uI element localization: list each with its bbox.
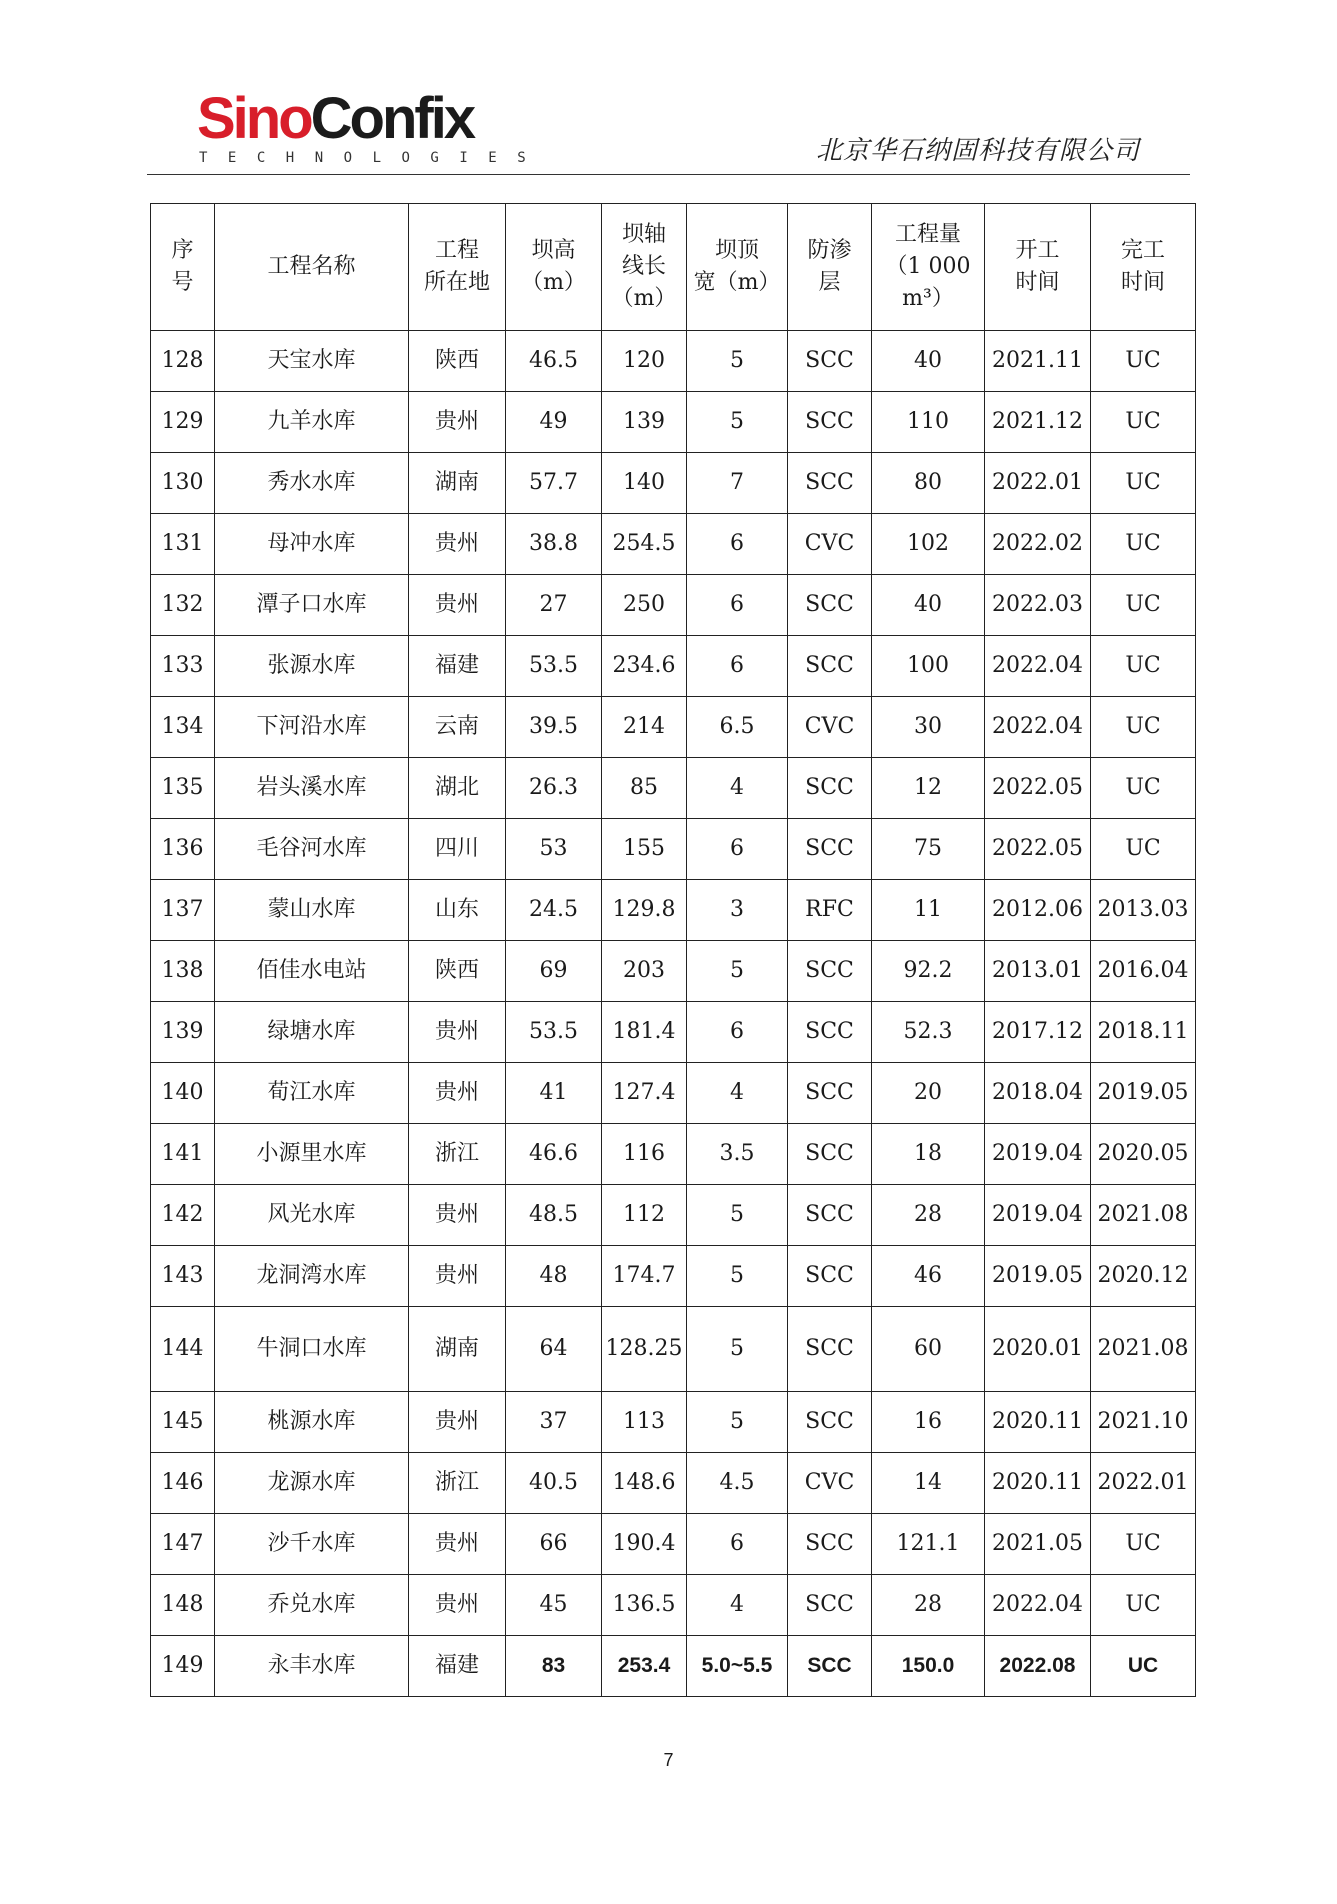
cell-serial-number: 133: [151, 636, 215, 697]
cell-completion-time: 2019.05: [1091, 1063, 1196, 1124]
table-row: [151, 1453, 1196, 1514]
cell-crest-width: 4: [687, 1575, 788, 1636]
cell-impervious-layer: SCC: [788, 1392, 872, 1453]
table-row: [151, 819, 1196, 880]
cell-quantity: 150.0: [872, 1636, 985, 1697]
cell-crest-width: 5: [687, 1185, 788, 1246]
cell-dam-height: 38.8: [506, 514, 602, 575]
cell-dam-height: 46.5: [506, 331, 602, 392]
cell-axis-length: 254.5: [602, 514, 687, 575]
cell-axis-length: 112: [602, 1185, 687, 1246]
cell-completion-time: 2022.01: [1091, 1453, 1196, 1514]
cell-dam-height: 57.7: [506, 453, 602, 514]
cell-serial-number: 140: [151, 1063, 215, 1124]
cell-impervious-layer: SCC: [788, 941, 872, 1002]
cell-quantity: 60: [872, 1307, 985, 1392]
table-row: [151, 636, 1196, 697]
cell-location: 贵州: [409, 1246, 506, 1307]
cell-project-name: 蒙山水库: [215, 880, 409, 941]
cell-impervious-layer: RFC: [788, 880, 872, 941]
cell-project-name: 潭子口水库: [215, 575, 409, 636]
cell-axis-length: 181.4: [602, 1002, 687, 1063]
cell-project-name: 下河沿水库: [215, 697, 409, 758]
cell-start-time: 2022.05: [985, 758, 1091, 819]
cell-start-time: 2019.05: [985, 1246, 1091, 1307]
cell-serial-number: 143: [151, 1246, 215, 1307]
cell-dam-height: 46.6: [506, 1124, 602, 1185]
cell-impervious-layer: SCC: [788, 331, 872, 392]
table-row: [151, 697, 1196, 758]
table-row: [151, 453, 1196, 514]
cell-crest-width: 6.5: [687, 697, 788, 758]
cell-start-time: 2013.01: [985, 941, 1091, 1002]
cell-completion-time: UC: [1091, 575, 1196, 636]
cell-serial-number: 137: [151, 880, 215, 941]
header-dam-height: 坝高 （m）: [506, 204, 602, 331]
cell-completion-time: 2020.05: [1091, 1124, 1196, 1185]
cell-dam-height: 83: [506, 1636, 602, 1697]
cell-project-name: 龙源水库: [215, 1453, 409, 1514]
cell-dam-height: 64: [506, 1307, 602, 1392]
cell-crest-width: 5: [687, 1246, 788, 1307]
logo-confix: Confix: [310, 86, 474, 151]
cell-crest-width: 6: [687, 514, 788, 575]
cell-start-time: 2022.04: [985, 1575, 1091, 1636]
cell-location: 贵州: [409, 1063, 506, 1124]
header-serial-number: 序 号: [151, 204, 215, 331]
cell-axis-length: 128.25: [602, 1307, 687, 1392]
company-name: 北京华石纳固科技有限公司: [815, 136, 1140, 166]
cell-crest-width: 6: [687, 1514, 788, 1575]
cell-completion-time: UC: [1091, 1514, 1196, 1575]
cell-axis-length: 174.7: [602, 1246, 687, 1307]
cell-project-name: 秀水水库: [215, 453, 409, 514]
cell-location: 贵州: [409, 514, 506, 575]
cell-axis-length: 85: [602, 758, 687, 819]
table-row: [151, 1575, 1196, 1636]
cell-serial-number: 142: [151, 1185, 215, 1246]
cell-location: 福建: [409, 636, 506, 697]
cell-serial-number: 131: [151, 514, 215, 575]
cell-start-time: 2021.05: [985, 1514, 1091, 1575]
cell-crest-width: 3: [687, 880, 788, 941]
cell-location: 福建: [409, 1636, 506, 1697]
cell-project-name: 张源水库: [215, 636, 409, 697]
cell-location: 陕西: [409, 941, 506, 1002]
cell-impervious-layer: SCC: [788, 453, 872, 514]
cell-serial-number: 128: [151, 331, 215, 392]
cell-impervious-layer: SCC: [788, 819, 872, 880]
cell-start-time: 2022.05: [985, 819, 1091, 880]
cell-project-name: 毛谷河水库: [215, 819, 409, 880]
cell-completion-time: UC: [1091, 819, 1196, 880]
cell-quantity: 40: [872, 575, 985, 636]
header-impervious-layer: 防渗 层: [788, 204, 872, 331]
cell-project-name: 乔兑水库: [215, 1575, 409, 1636]
cell-quantity: 100: [872, 636, 985, 697]
cell-quantity: 12: [872, 758, 985, 819]
cell-start-time: 2012.06: [985, 880, 1091, 941]
cell-crest-width: 6: [687, 819, 788, 880]
cell-location: 贵州: [409, 1514, 506, 1575]
table-row: [151, 1514, 1196, 1575]
cell-completion-time: 2018.11: [1091, 1002, 1196, 1063]
cell-completion-time: 2020.12: [1091, 1246, 1196, 1307]
header-axis-length: 坝轴 线长 （m）: [602, 204, 687, 331]
cell-serial-number: 147: [151, 1514, 215, 1575]
cell-crest-width: 4: [687, 758, 788, 819]
table-row: [151, 1002, 1196, 1063]
cell-impervious-layer: CVC: [788, 1453, 872, 1514]
cell-completion-time: 2021.10: [1091, 1392, 1196, 1453]
table-body: [151, 331, 1196, 1697]
cell-location: 四川: [409, 819, 506, 880]
cell-quantity: 28: [872, 1185, 985, 1246]
cell-impervious-layer: CVC: [788, 697, 872, 758]
cell-serial-number: 139: [151, 1002, 215, 1063]
cell-location: 贵州: [409, 575, 506, 636]
cell-serial-number: 130: [151, 453, 215, 514]
cell-start-time: 2021.12: [985, 392, 1091, 453]
cell-location: 贵州: [409, 1002, 506, 1063]
cell-quantity: 28: [872, 1575, 985, 1636]
cell-axis-length: 234.6: [602, 636, 687, 697]
cell-serial-number: 138: [151, 941, 215, 1002]
table-row: [151, 392, 1196, 453]
cell-quantity: 80: [872, 453, 985, 514]
cell-completion-time: UC: [1091, 331, 1196, 392]
cell-crest-width: 6: [687, 1002, 788, 1063]
cell-project-name: 绿塘水库: [215, 1002, 409, 1063]
cell-crest-width: 5.0~5.5: [687, 1636, 788, 1697]
cell-crest-width: 5: [687, 1307, 788, 1392]
cell-quantity: 121.1: [872, 1514, 985, 1575]
table-row: [151, 1124, 1196, 1185]
cell-project-name: 佰佳水电站: [215, 941, 409, 1002]
table-row: [151, 1636, 1196, 1697]
cell-location: 贵州: [409, 1185, 506, 1246]
cell-start-time: 2020.01: [985, 1307, 1091, 1392]
cell-start-time: 2022.03: [985, 575, 1091, 636]
cell-project-name: 母冲水库: [215, 514, 409, 575]
table-row: [151, 941, 1196, 1002]
page-header: [147, 86, 1190, 175]
cell-location: 贵州: [409, 1575, 506, 1636]
cell-axis-length: 155: [602, 819, 687, 880]
cell-location: 浙江: [409, 1453, 506, 1514]
cell-start-time: 2018.04: [985, 1063, 1091, 1124]
cell-axis-length: 129.8: [602, 880, 687, 941]
cell-crest-width: 4: [687, 1063, 788, 1124]
cell-dam-height: 53: [506, 819, 602, 880]
cell-start-time: 2022.01: [985, 453, 1091, 514]
cell-location: 陕西: [409, 331, 506, 392]
table-row: [151, 758, 1196, 819]
cell-dam-height: 69: [506, 941, 602, 1002]
cell-location: 山东: [409, 880, 506, 941]
table-row: [151, 1063, 1196, 1124]
header-quantity: 工程量 （1 000 m³）: [872, 204, 985, 331]
cell-project-name: 牛洞口水库: [215, 1307, 409, 1392]
cell-impervious-layer: SCC: [788, 575, 872, 636]
table-row: [151, 880, 1196, 941]
cell-impervious-layer: SCC: [788, 1063, 872, 1124]
cell-project-name: 荀江水库: [215, 1063, 409, 1124]
cell-start-time: 2022.02: [985, 514, 1091, 575]
cell-dam-height: 41: [506, 1063, 602, 1124]
cell-project-name: 小源里水库: [215, 1124, 409, 1185]
cell-completion-time: 2013.03: [1091, 880, 1196, 941]
cell-dam-height: 48.5: [506, 1185, 602, 1246]
table-row: [151, 1307, 1196, 1392]
cell-quantity: 40: [872, 331, 985, 392]
table-row: [151, 331, 1196, 392]
cell-location: 湖南: [409, 1307, 506, 1392]
cell-location: 云南: [409, 697, 506, 758]
cell-serial-number: 135: [151, 758, 215, 819]
cell-quantity: 11: [872, 880, 985, 941]
cell-axis-length: 140: [602, 453, 687, 514]
cell-start-time: 2021.11: [985, 331, 1091, 392]
cell-start-time: 2020.11: [985, 1392, 1091, 1453]
cell-axis-length: 116: [602, 1124, 687, 1185]
cell-crest-width: 5: [687, 392, 788, 453]
table-header-row: [151, 204, 1196, 331]
cell-impervious-layer: SCC: [788, 1514, 872, 1575]
cell-impervious-layer: SCC: [788, 758, 872, 819]
cell-quantity: 18: [872, 1124, 985, 1185]
cell-quantity: 20: [872, 1063, 985, 1124]
cell-completion-time: UC: [1091, 453, 1196, 514]
cell-quantity: 92.2: [872, 941, 985, 1002]
cell-axis-length: 139: [602, 392, 687, 453]
cell-dam-height: 53.5: [506, 1002, 602, 1063]
cell-axis-length: 250: [602, 575, 687, 636]
cell-location: 浙江: [409, 1124, 506, 1185]
cell-impervious-layer: SCC: [788, 392, 872, 453]
cell-axis-length: 190.4: [602, 1514, 687, 1575]
cell-axis-length: 148.6: [602, 1453, 687, 1514]
cell-serial-number: 141: [151, 1124, 215, 1185]
cell-completion-time: UC: [1091, 758, 1196, 819]
cell-impervious-layer: SCC: [788, 1124, 872, 1185]
cell-axis-length: 203: [602, 941, 687, 1002]
cell-impervious-layer: SCC: [788, 1185, 872, 1246]
cell-crest-width: 7: [687, 453, 788, 514]
cell-dam-height: 40.5: [506, 1453, 602, 1514]
logo-subtitle: TECHNOLOGIES: [199, 150, 547, 166]
cell-serial-number: 145: [151, 1392, 215, 1453]
sinoconfix-logo: [197, 86, 547, 166]
cell-impervious-layer: SCC: [788, 1246, 872, 1307]
cell-completion-time: UC: [1091, 514, 1196, 575]
cell-project-name: 桃源水库: [215, 1392, 409, 1453]
cell-serial-number: 144: [151, 1307, 215, 1392]
table-row: [151, 1246, 1196, 1307]
cell-completion-time: UC: [1091, 392, 1196, 453]
cell-location: 贵州: [409, 1392, 506, 1453]
cell-completion-time: 2021.08: [1091, 1307, 1196, 1392]
cell-project-name: 风光水库: [215, 1185, 409, 1246]
cell-crest-width: 3.5: [687, 1124, 788, 1185]
cell-serial-number: 149: [151, 1636, 215, 1697]
cell-dam-height: 26.3: [506, 758, 602, 819]
table-row: [151, 1185, 1196, 1246]
cell-dam-height: 48: [506, 1246, 602, 1307]
cell-quantity: 46: [872, 1246, 985, 1307]
cell-completion-time: UC: [1091, 697, 1196, 758]
cell-dam-height: 24.5: [506, 880, 602, 941]
cell-dam-height: 27: [506, 575, 602, 636]
cell-location: 湖北: [409, 758, 506, 819]
cell-axis-length: 113: [602, 1392, 687, 1453]
header-crest-width: 坝顶 宽（m）: [687, 204, 788, 331]
cell-dam-height: 37: [506, 1392, 602, 1453]
cell-impervious-layer: SCC: [788, 1002, 872, 1063]
header-project-name: 工程名称: [215, 204, 409, 331]
cell-impervious-layer: CVC: [788, 514, 872, 575]
cell-crest-width: 5: [687, 941, 788, 1002]
cell-completion-time: UC: [1091, 1575, 1196, 1636]
cell-project-name: 沙千水库: [215, 1514, 409, 1575]
cell-serial-number: 148: [151, 1575, 215, 1636]
cell-serial-number: 132: [151, 575, 215, 636]
cell-project-name: 龙洞湾水库: [215, 1246, 409, 1307]
cell-quantity: 52.3: [872, 1002, 985, 1063]
project-table: [150, 203, 1196, 1697]
cell-project-name: 九羊水库: [215, 392, 409, 453]
logo-wordmark: [197, 86, 546, 151]
cell-serial-number: 146: [151, 1453, 215, 1514]
cell-axis-length: 214: [602, 697, 687, 758]
cell-impervious-layer: SCC: [788, 1307, 872, 1392]
cell-completion-time: 2016.04: [1091, 941, 1196, 1002]
cell-axis-length: 136.5: [602, 1575, 687, 1636]
cell-start-time: 2019.04: [985, 1185, 1091, 1246]
cell-project-name: 天宝水库: [215, 331, 409, 392]
cell-start-time: 2017.12: [985, 1002, 1091, 1063]
cell-dam-height: 49: [506, 392, 602, 453]
cell-quantity: 30: [872, 697, 985, 758]
table-row: [151, 514, 1196, 575]
cell-quantity: 16: [872, 1392, 985, 1453]
cell-location: 湖南: [409, 453, 506, 514]
header-completion-time: 完工 时间: [1091, 204, 1196, 331]
cell-crest-width: 5: [687, 331, 788, 392]
table-row: [151, 1392, 1196, 1453]
header-location: 工程 所在地: [409, 204, 506, 331]
cell-project-name: 岩头溪水库: [215, 758, 409, 819]
cell-impervious-layer: SCC: [788, 1636, 872, 1697]
cell-start-time: 2020.11: [985, 1453, 1091, 1514]
cell-serial-number: 134: [151, 697, 215, 758]
cell-start-time: 2022.04: [985, 697, 1091, 758]
cell-project-name: 永丰水库: [215, 1636, 409, 1697]
cell-impervious-layer: SCC: [788, 1575, 872, 1636]
cell-axis-length: 127.4: [602, 1063, 687, 1124]
cell-axis-length: 120: [602, 331, 687, 392]
table-row: [151, 575, 1196, 636]
cell-start-time: 2019.04: [985, 1124, 1091, 1185]
cell-dam-height: 53.5: [506, 636, 602, 697]
cell-completion-time: UC: [1091, 636, 1196, 697]
cell-impervious-layer: SCC: [788, 636, 872, 697]
cell-start-time: 2022.08: [985, 1636, 1091, 1697]
cell-crest-width: 5: [687, 1392, 788, 1453]
cell-serial-number: 129: [151, 392, 215, 453]
cell-serial-number: 136: [151, 819, 215, 880]
cell-quantity: 102: [872, 514, 985, 575]
cell-crest-width: 6: [687, 636, 788, 697]
cell-completion-time: UC: [1091, 1636, 1196, 1697]
cell-quantity: 14: [872, 1453, 985, 1514]
logo-sino: Sino: [197, 86, 311, 151]
cell-quantity: 110: [872, 392, 985, 453]
cell-crest-width: 4.5: [687, 1453, 788, 1514]
cell-crest-width: 6: [687, 575, 788, 636]
cell-dam-height: 39.5: [506, 697, 602, 758]
cell-axis-length: 253.4: [602, 1636, 687, 1697]
cell-start-time: 2022.04: [985, 636, 1091, 697]
page-number: 7: [663, 1750, 674, 1770]
cell-completion-time: 2021.08: [1091, 1185, 1196, 1246]
cell-dam-height: 66: [506, 1514, 602, 1575]
cell-dam-height: 45: [506, 1575, 602, 1636]
cell-location: 贵州: [409, 392, 506, 453]
header-start-time: 开工 时间: [985, 204, 1091, 331]
cell-quantity: 75: [872, 819, 985, 880]
